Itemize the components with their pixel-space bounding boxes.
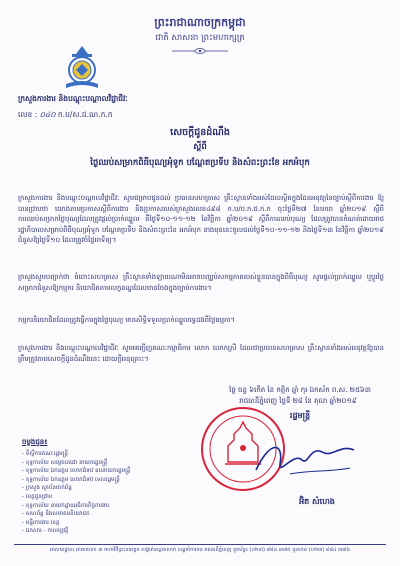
list-item: - ទីស្តីការគណៈរដ្ឋមន្ត្រី — [22, 451, 68, 457]
national-motto: ជាតិ សាសនា ព្រះមហាក្សត្រ — [155, 33, 245, 43]
body-paragraph: ក្រសួងសូមបញ្ជាក់ថា ចំពោះសហគ្រាស គ្រឹះស្ថានទាំងឡាយណាមិនអាចបញ្ឈប់សកម្មភាពរបស់ខ្លួនបានក្នុងពិធីបុណ្យ សូមផ្តល់ប្រាក់ឈ្នួល ឬប្តូរថ្ងៃសម្រាកជំនួសឱ្យកម្មករ និយោជិតតាមលក្ខខណ្ឌដែលមានចែងក្នុងច្បាប់ការងារ។ — [18, 273, 384, 292]
signer-name: អ៊ិត សំហេង — [299, 497, 335, 506]
list-item: - ខុទ្ទកាល័យ សម្តេចតេជោ នាយករដ្ឋមន្ត្រី — [22, 459, 108, 466]
kingdom-heading: ព្រះរាជាណាចក្រកម្ពុជា — [154, 16, 246, 29]
ornament-divider-icon — [170, 47, 230, 55]
handwritten-signature-icon — [250, 430, 360, 490]
list-item: - សហព័ន្ធ និងសមាគមនិយោជក — [22, 511, 90, 518]
list-item: - ក្រសួង ស្ថាប័នពាក់ព័ន្ធ — [22, 485, 72, 492]
list-item: - មន្ទីរការងារ ខេត្ត — [22, 519, 60, 526]
list-item: - ខេត្តជូនជ្រាប — [22, 493, 53, 500]
list-item: - ឯកសារ - កាលប្បវត្តិ — [22, 528, 69, 535]
recipients-list — [22, 450, 202, 536]
footer-address: អាសយដ្ឋាន៖ អាគារលេខ ៣ មហាវិថីព្រះនរោត្តម សង្កាត់ទន្លេបាសាក់ ខណ្ឌចំការមន រាជធានីភ្នំពេញ ទូរស័ព្ទ៖ (០២៣) ៨៨៤ ៣៧៥ ទូរសារ៖ (០២៣) ៨៨៤ ៣៧៦ — [50, 547, 350, 553]
solar-date: រាជធានីភ្នំពេញ ថ្ងៃទី ២៨ ខែ តុលា ឆ្នាំ២០១៩ — [239, 397, 357, 405]
ministry-name: ក្រសួងការងារ និងបណ្តុះបណ្តាលវិជ្ជាជីវៈ — [18, 94, 128, 103]
reference-label: លេខ : — [18, 110, 38, 119]
footer-divider — [14, 544, 386, 545]
reference-number: ០៤០ — [39, 110, 56, 119]
ministry-logo-icon — [60, 44, 104, 92]
body-paragraph: ក្រសួងការងារ និងបណ្តុះបណ្តាលវិជ្ជាជីវៈ សូមជម្រាបជូនដល់ ប្រធានសហគ្រាស គ្រឹះស្ថានទាំងអស់ដែលស្ថិតក្នុងដែនអនុវត្តនៃច្បាប់ស្តីពីការងារ ឱ្យបានជ្រាបថា យោងតាមប្រកាសស្តីពីការងារ និងប្រកាសរបស់ក្រសួងលេខ៤៩៨ ក.ប/ប.ក.ជ.ក.ក ចុះថ្ងៃទី២៧ ខែមករា ឆ្នាំ២០១៩ ស្តីពីការឈប់សម្រាកថ្ងៃបុណ្យដែលត្រូវផ្តល់ប្រាក់ឈ្នួល គឺថ្ងៃទី១០-១១-១២ ខែវិច្ឆិកា ឆ្នាំ២០១៩ ស្តីពីការឈប់បុណ្យ ដែលត្រូវបានកំណត់ដោយរាជរដ្ឋាភិបាលសម្រាប់ពិធីបុណ្យអុំទូក បណ្តែតប្រទីប និងសំពះព្រះខែ អកអំបុក ខាងមុខនេះចូលដល់ថ្ងៃទី១០-១១-១២ និងថ្ងៃទី១៣ ខែវិច្ឆិកា ឆ្នាំ២០១៩ ជំនួសឱ្យថ្ងៃទី១០ ដែលត្រូវចំថ្ងៃអាទិត្យ។ — [18, 194, 384, 245]
signer-title: រដ្ឋមន្ត្រី — [289, 411, 311, 420]
body-paragraph: កម្មករនិយោជិតដែលត្រូវធ្វើការក្នុងថ្ងៃបុណ្យ មានសិទ្ធិទទួលប្រាក់ឈ្នួលទ្វេដងពីថ្ងៃធម្មតា។ — [18, 316, 235, 324]
reference-suffix: ក.ប/ស.ជ.ណ.ក.ក — [57, 110, 113, 119]
lunar-date: ថ្ងៃ ចន្ទ ៦កើត ខែ កត្តិក ឆ្នាំ កុរ ឯកស័ក ព.ស. ២៥៦៣ — [229, 386, 371, 394]
document-title: សេចក្តីជូនដំណឹង — [170, 127, 230, 138]
list-item: - ខុទ្ទកាល័យ ឯកឧត្តម លោកជំទាវ ទេសរដ្ឋមន្ត្រី — [22, 476, 120, 483]
subject-detail: ថ្ងៃឈប់សម្រាកពិធីបុណ្យអុំទូក បណ្តែតប្រទីប និងសំពះព្រះខែ អកអំបុក — [90, 158, 310, 168]
body-paragraph: ក្រសួងការងារ និងបណ្តុះបណ្តាលវិជ្ជាជីវៈ សូមអញ្ជើញគណៈកម្មាធិការ លោក លោកស្រី ដែលជាប្រធានសហគ្រាស គ្រឹះស្ថានទាំងអស់អនុវត្តឱ្យបានត្រឹមត្រូវតាមសេចក្តីជូនដំណឹងនេះ ដោយក្តីអនុគ្រោះ។ — [18, 344, 384, 363]
reference-line — [18, 110, 112, 121]
subject-label: ស្តីពី — [193, 142, 207, 152]
recipients-title: ចម្លងជូន៖ — [22, 438, 48, 446]
list-item: - ខុទ្ទកាល័យ នាយកដ្ឋានអធិការកិច្ចការងារ — [22, 502, 110, 509]
list-item: - ខុទ្ទកាល័យ ឯកឧត្តម លោកជំទាវ ឧបនាយករដ្ឋមន្ត្រី — [22, 468, 131, 475]
